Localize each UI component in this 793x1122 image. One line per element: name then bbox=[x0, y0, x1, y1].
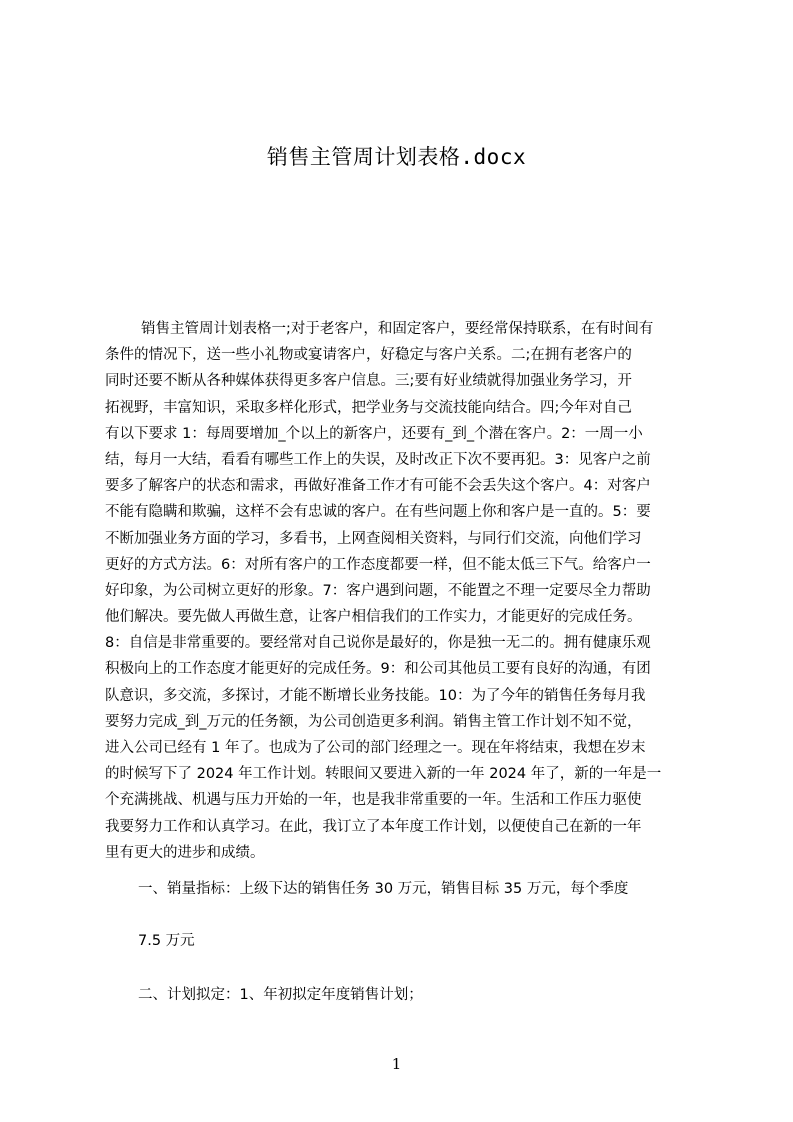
body-line: 拓视野，丰富知识，采取多样化形式，把学业务与交流技能向结合。四;今年对自己 bbox=[105, 399, 632, 416]
body-line: 个充满挑战、机遇与压力开始的一年，也是我非常重要的一年。生活和工作压力驱使 bbox=[105, 792, 642, 809]
body-line: 结，每月一大结，看看有哪些工作上的失误，及时改正下次不要再犯。3：见客户之前 bbox=[105, 451, 651, 468]
body-line: 积极向上的工作态度才能更好的完成任务。9：和公司其他员工要有良好的沟通，有团 bbox=[105, 661, 651, 678]
body-line: 不断加强业务方面的学习，多看书，上网查阅相关资料，与同行们交流，向他们学习 bbox=[105, 530, 642, 547]
page-number: 1 bbox=[391, 1055, 402, 1073]
section-sales-target-continued: 7.5 万元 bbox=[138, 933, 195, 949]
body-line: 销售主管周计划表格一;对于老客户，和固定客户，要经常保持联系，在有时间有 bbox=[141, 321, 654, 337]
body-line: 里有更大的进步和成绩。 bbox=[105, 844, 265, 861]
body-line: 队意识，多交流，多探讨，才能不断增长业务技能。10：为了今年的销售任务每月我 bbox=[105, 687, 646, 704]
body-line: 我要努力工作和认真学习。在此，我订立了本年度工作计划，以便使自己在新的一年 bbox=[105, 818, 642, 835]
body-line: 条件的情况下，送一些小礼物或宴请客户，好稳定与客户关系。二;在拥有老客户的 bbox=[105, 347, 632, 364]
body-line: 好印象，为公司树立更好的形象。7：客户遇到问题，不能置之不理一定要尽全力帮助 bbox=[105, 582, 651, 599]
section-sales-target: 一、销量指标：上级下达的销售任务 30 万元，销售目标 35 万元，每个季度 bbox=[138, 881, 629, 897]
body-line: 8：自信是非常重要的。要经常对自己说你是最好的，你是独一无二的。拥有健康乐观 bbox=[105, 635, 651, 652]
body-line: 要多了解客户的状态和需求，再做好准备工作才有可能不会丢失这个客户。4：对客户 bbox=[105, 478, 651, 495]
body-paragraph bbox=[105, 316, 697, 866]
document-title: 销售主管周计划表格.docx bbox=[266, 145, 527, 169]
body-line: 不能有隐瞒和欺骗，这样不会有忠诚的客户。在有些问题上你和客户是一直的。5：要 bbox=[105, 504, 651, 521]
body-line: 他们解决。要先做人再做生意，让客户相信我们的工作实力，才能更好的完成任务。 bbox=[105, 609, 642, 626]
body-line: 同时还要不断从各种媒体获得更多客户信息。三;要有好业绩就得加强业务学习，开 bbox=[105, 373, 632, 390]
body-line: 进入公司已经有 1 年了。也成为了公司的部门经理之一。现在年将结束，我想在岁末 bbox=[105, 740, 646, 756]
body-line: 的时候写下了 2024 年工作计划。转眼间又要进入新的一年 2024 年了，新的一年是一 bbox=[105, 766, 662, 783]
body-line: 有以下要求 1：每周要增加_个以上的新客户，还要有_到_个潜在客户。2：一周一小 bbox=[105, 425, 643, 442]
body-line: 更好的方式方法。6：对所有客户的工作态度都要一样，但不能太低三下气。给客户一 bbox=[105, 556, 651, 573]
body-line: 要努力完成_到_万元的任务额，为公司创造更多利润。销售主管工作计划不知不觉， bbox=[105, 713, 642, 730]
section-plan: 二、计划拟定：1、年初拟定年度销售计划； bbox=[138, 987, 423, 1003]
